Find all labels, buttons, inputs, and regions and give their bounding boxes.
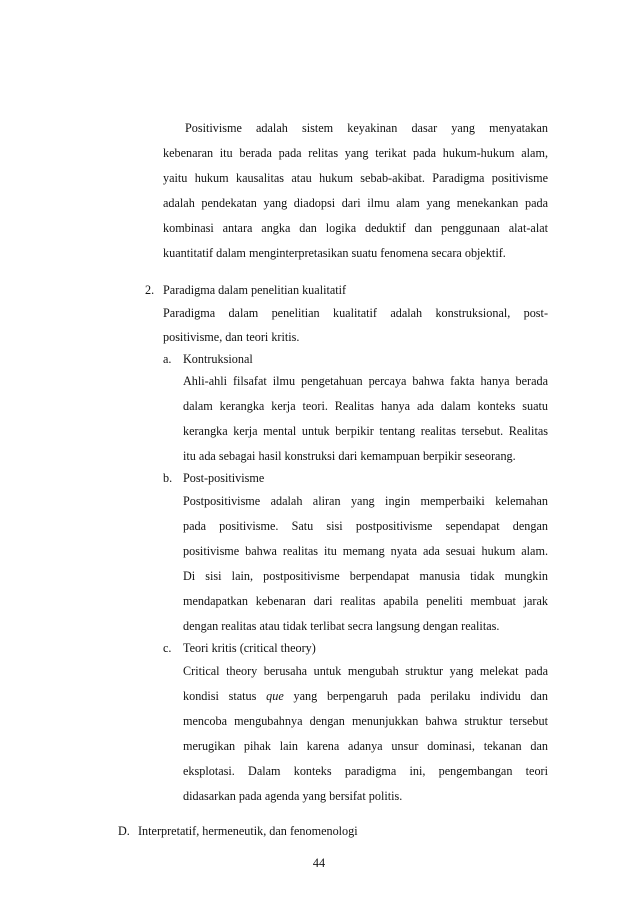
item-b-line: Di sisi lain, postpositivisme berpendapat manusia tidak mungkin bbox=[183, 569, 548, 583]
section-2-intro-line: Paradigma dalam penelitian kualitatif adalah konstruksional, post- bbox=[163, 306, 548, 320]
item-c-line: mencoba mengubahnya dengan menunjukkan bahwa struktur tersebut bbox=[183, 714, 548, 728]
item-a-marker: a. bbox=[163, 352, 172, 366]
item-c-line: kondisi status que yang berpengaruh pada perilaku individu dan bbox=[183, 689, 549, 703]
item-c-line: didasarkan pada agenda yang bersifat politis. bbox=[183, 789, 403, 803]
item-c-line: merugikan pihak lain karena adanya unsur dominasi, tekanan dan bbox=[183, 739, 548, 753]
item-c-line: eksplotasi. Dalam konteks paradigma ini, pengembangan teori bbox=[183, 764, 548, 778]
item-b-line: positivisme bahwa realitas itu memang nyata ada sesuai hukum alam. bbox=[183, 544, 548, 558]
item-c-line: Critical theory berusaha untuk mengubah struktur yang melekat pada bbox=[183, 664, 548, 678]
item-a-line: kerangka kerja mental untuk berpikir tentang realitas tersebut. Realitas bbox=[183, 424, 548, 438]
item-c-marker: c. bbox=[163, 641, 172, 655]
paragraph-line: kuantitatif dalam menginterpretasikan suatu fenomena secara objektif. bbox=[163, 246, 506, 260]
section-2-number: 2. bbox=[145, 283, 155, 297]
item-b-title: Post-positivisme bbox=[183, 471, 265, 485]
item-b-line: dengan realitas atau tidak terlibat secra langsung dengan realitas. bbox=[183, 619, 500, 633]
item-a-line: Ahli-ahli filsafat ilmu pengetahuan percaya bahwa fakta hanya berada bbox=[183, 374, 548, 388]
section-d-label: D. bbox=[118, 824, 130, 838]
item-b-line: mendapatkan kebenaran dari realitas apabila peneliti membuat jarak bbox=[183, 594, 548, 608]
page-number: 44 bbox=[312, 856, 326, 870]
paragraph-line: yaitu hukum kausalitas atau hukum sebab-akibat. Paradigma positivisme bbox=[163, 171, 548, 185]
section-d-heading: Interpretatif, hermeneutik, dan fenomenologi bbox=[138, 824, 358, 838]
item-a-line: itu ada sebagai hasil konstruksi dari kemampuan berpikir seseorang. bbox=[183, 449, 516, 463]
paragraph-line: kebenaran itu berada pada relitas yang terikat pada hukum-hukum alam, bbox=[163, 146, 548, 160]
section-2-heading: Paradigma dalam penelitian kualitatif bbox=[163, 283, 347, 297]
paragraph-line: kombinasi antara angka dan logika deduktif dan penggunaan alat-alat bbox=[163, 221, 548, 235]
item-c-title: Teori kritis (critical theory) bbox=[183, 641, 316, 655]
item-b-line: pada positivisme. Satu sisi postpositivisme sependapat dengan bbox=[183, 519, 548, 533]
italic-term: que bbox=[266, 689, 284, 703]
item-b-line: Postpositivisme adalah aliran yang ingin memperbaiki kelemahan bbox=[183, 494, 548, 508]
section-2-intro-line: positivisme, dan teori kritis. bbox=[163, 330, 300, 344]
paragraph-line: Positivisme adalah sistem keyakinan dasar yang menyatakan bbox=[185, 121, 548, 135]
item-b-marker: b. bbox=[163, 471, 173, 485]
paragraph-line: adalah pendekatan yang diadopsi dari ilmu alam yang menekankan pada bbox=[163, 196, 548, 210]
item-a-line: dalam kerangka kerja teori. Realitas hanya ada dalam konteks suatu bbox=[183, 399, 548, 413]
item-a-title: Kontruksional bbox=[183, 352, 253, 366]
